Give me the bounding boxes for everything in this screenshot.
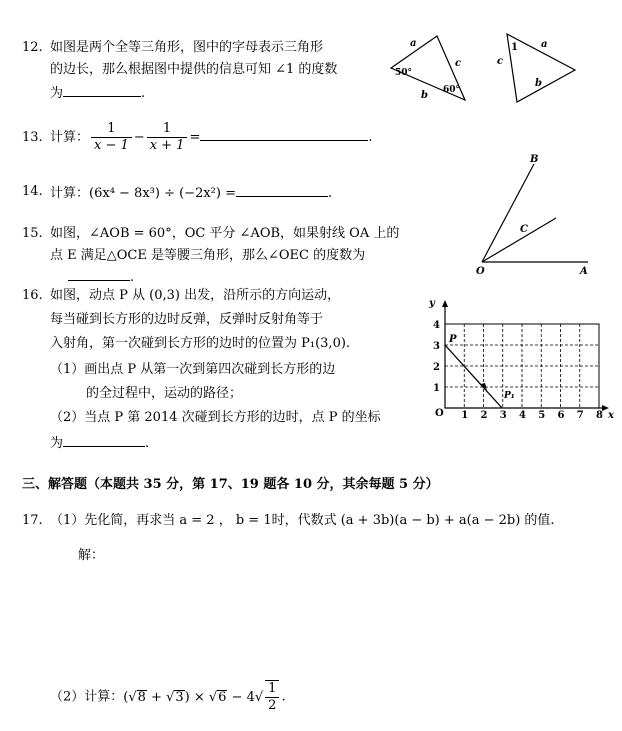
q16-x-tick-label: 6: [557, 410, 565, 418]
q12-number: 12.: [22, 40, 43, 55]
q12-right-label-b: b: [535, 78, 542, 89]
q17-number: 17.: [22, 513, 43, 528]
q12-period: .: [141, 86, 146, 101]
q13-fraction-1: $\frac{1}{x - 1}$: [91, 121, 132, 154]
q15-figure: [470, 150, 600, 275]
q17-part2-label: （2）计算：: [50, 689, 124, 705]
q14-number: 14.: [22, 184, 43, 199]
q12-figure: [385, 30, 585, 105]
q17-part1: （1）先化简，再求当 a = 2 ， b = 1时，代数式 (a + 3b)(a − b) + a(a − 2b) 的值.: [50, 513, 555, 528]
q14-expression: (6x⁴ − 8x³) ÷ (−2x²) =: [89, 186, 236, 201]
q16-grid-svg: [425, 298, 615, 418]
q12-angle-50: 50°: [395, 68, 413, 78]
q16-origin-label: O: [435, 408, 444, 418]
q16-x-tick-label: 3: [499, 410, 507, 418]
q16-y-tick-label: 3: [433, 341, 440, 352]
q12-answer-blank[interactable]: [63, 84, 141, 97]
q16-sub1-a: （1）画出点 P 从第一次到第四次碰到长方形的边: [50, 362, 336, 377]
q15-label-A: A: [580, 266, 588, 275]
q15-line2: 点 E 满足△OCE 是等腰三角形，那么∠OEC 的度数为: [50, 248, 366, 263]
q16-period: .: [145, 436, 150, 451]
q15-label-O: O: [476, 266, 485, 275]
q15-number: 15.: [22, 226, 43, 241]
q14-answer-blank[interactable]: [236, 184, 328, 197]
q15-label-B: B: [530, 154, 539, 165]
q13-number: 13.: [22, 130, 43, 145]
q16-y-tick-label: 1: [433, 383, 440, 394]
q16-x-tick-label: 7: [576, 410, 584, 418]
q15-ray-OB: [482, 164, 534, 262]
q12-line2: 的边长，那么根据图中提供的信息可知 ∠1 的度数: [50, 62, 338, 77]
q16-x-tick-label: 8: [596, 410, 603, 418]
q12-left-label-c: c: [455, 58, 462, 69]
q12-line1: 如图是两个全等三角形，图中的字母表示三角形: [50, 40, 324, 55]
q16-x-label: x: [608, 410, 614, 418]
q16-number: 16.: [22, 288, 43, 303]
q13-minus: −: [133, 130, 145, 145]
q14-line: [50, 184, 332, 202]
q13-period: .: [368, 130, 373, 145]
q16-sub2-b: [50, 434, 149, 452]
q14-period: .: [327, 186, 333, 201]
q16-y-label: y: [429, 298, 435, 309]
q16-P-label: P: [449, 334, 457, 345]
q14-label: 计算：: [50, 186, 90, 201]
q12-angle-1: 1: [511, 42, 518, 53]
q17-solution-label: 解：: [78, 548, 105, 563]
q16-figure: [425, 298, 615, 418]
q16-x-tick-label: 2: [480, 410, 488, 418]
q12-left-label-a: a: [410, 38, 417, 49]
q13-equals: =: [189, 130, 201, 145]
q16-x-tick-label: 5: [538, 410, 546, 418]
q12-right-label-a: a: [541, 39, 548, 50]
q13-line: [50, 120, 373, 156]
q13-answer-blank[interactable]: [200, 128, 368, 141]
q16-x-tick-label: 4: [519, 410, 526, 418]
q17-part2-expression: (√8 + √3) × √6 − 4√ $\frac{1}{2}$: [123, 690, 281, 705]
q16-answer-blank[interactable]: [63, 434, 145, 447]
q15-line1: 如图，∠AOB = 60°，OC 平分 ∠AOB，如果射线 OA 上的: [50, 226, 400, 241]
q12-line3: [50, 84, 145, 102]
section-3-heading: 三、解答题（本题共 35 分，第 17、19 题各 10 分，其余每题 5 分）: [22, 477, 439, 492]
q16-line2: 每当碰到长方形的边时反弹，反弹时反射角等于: [50, 312, 324, 327]
q12-line3-prefix: 为: [50, 86, 64, 101]
q12-left-label-b: b: [421, 90, 428, 101]
q16-P1-label: P₁: [504, 391, 515, 401]
q16-y-tick-label: 2: [433, 362, 440, 373]
q16-path-segment: [445, 345, 502, 408]
q16-sub2-a: （2）当点 P 第 2014 次碰到长方形的边时，点 P 的坐标: [50, 410, 381, 425]
q17-part2-period: .: [281, 689, 286, 705]
q16-sub2-prefix: 为: [50, 436, 64, 451]
q12-right-label-c: c: [497, 56, 504, 67]
q16-line3: 入射角，第一次碰到长方形的边时的位置为 P₁(3,0).: [50, 336, 351, 351]
q15-label-C: C: [520, 224, 528, 235]
q15-answer-blank[interactable]: [68, 268, 130, 281]
q16-x-tick-label: 1: [461, 410, 469, 418]
q16-line1: 如图，动点 P 从 (0,3) 出发，沿所示的方向运动，: [50, 288, 341, 303]
q15-line3: [68, 268, 134, 286]
q16-y-tick-label: 4: [433, 320, 440, 331]
q16-sub1-b: 的全过程中，运动的路径；: [86, 386, 243, 401]
q12-angle-60: 60°: [443, 85, 461, 95]
q17-part2: [50, 680, 286, 714]
q13-label: 计算：: [50, 130, 90, 145]
q15-period: .: [130, 270, 135, 285]
q13-fraction-2: $\frac{1}{x + 1}$: [147, 121, 188, 154]
q16-y-arrow-icon: [442, 300, 448, 307]
